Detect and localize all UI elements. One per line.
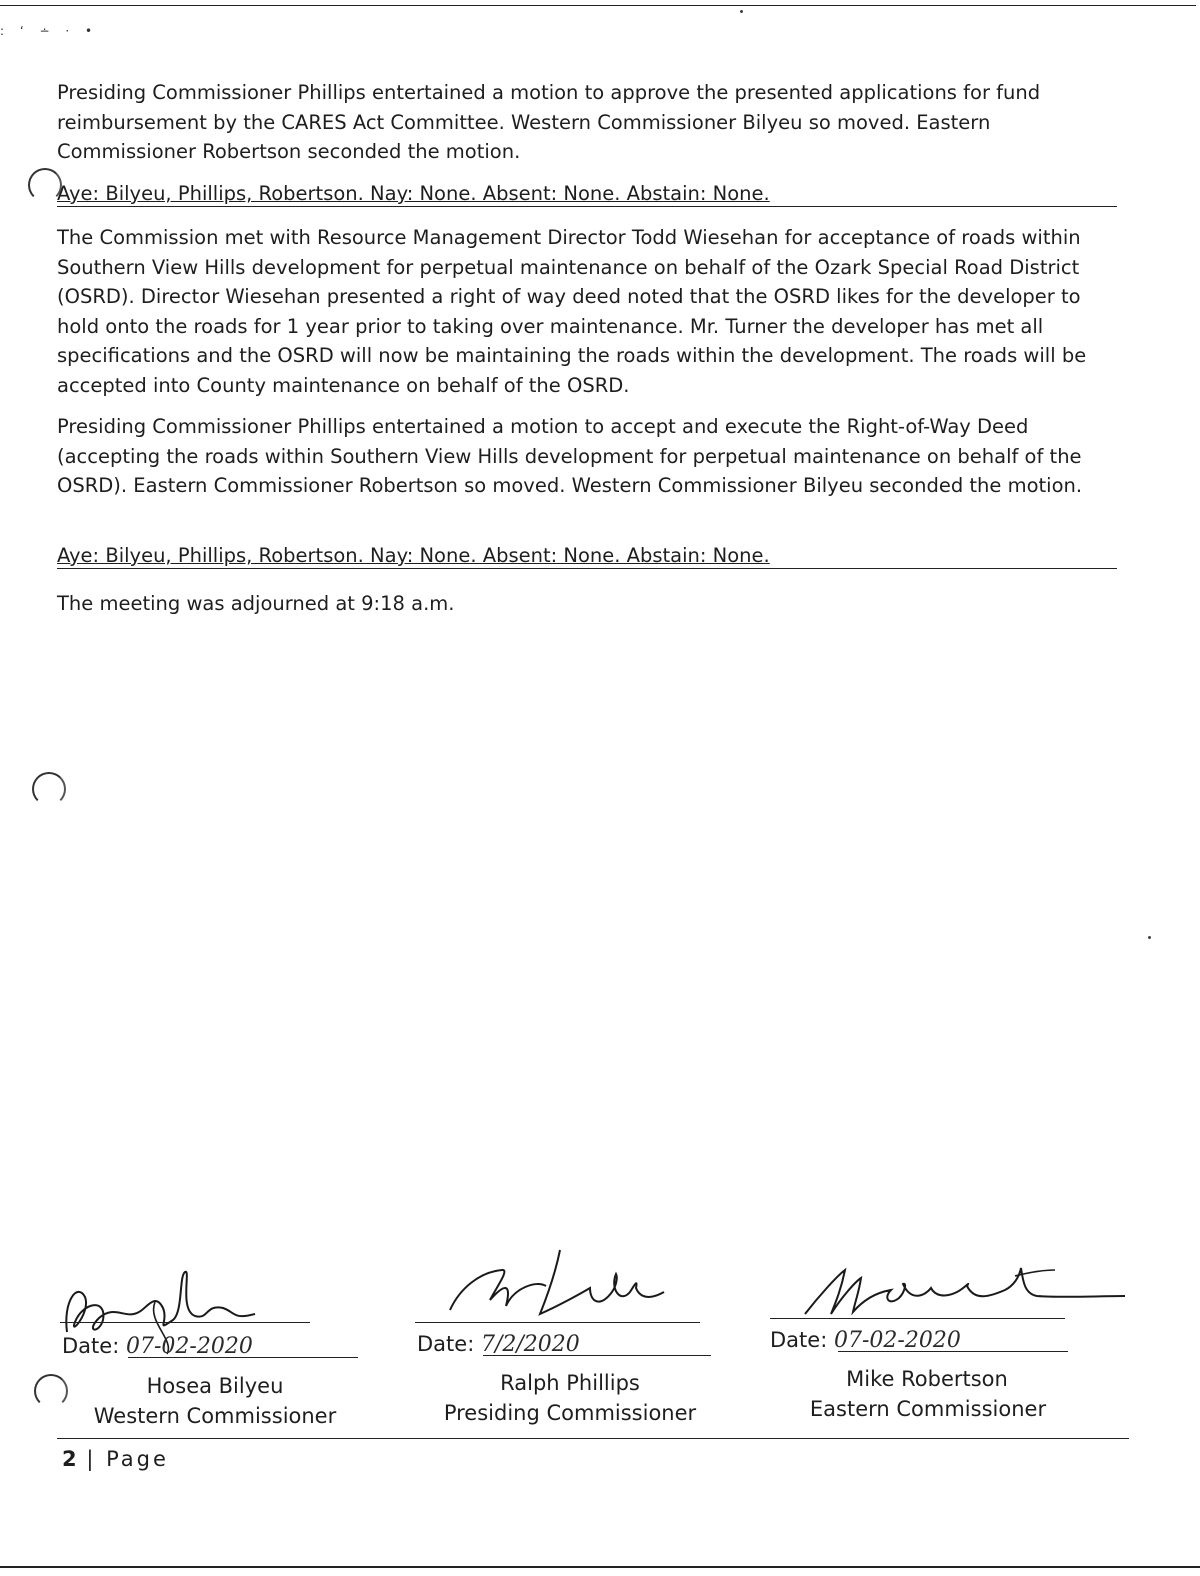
page-number: 2 <box>62 1447 77 1471</box>
vote-record-1 <box>57 183 1117 207</box>
signature-line-robertson <box>770 1318 1065 1319</box>
name-phillips: Ralph Phillips <box>500 1371 640 1395</box>
date-line-robertson <box>838 1351 1068 1352</box>
road-acceptance-paragraph: The Commission met with Resource Management Director Todd Wiesehan for acceptance of roads within Southern View Hills development for perpetual maintenance on behalf of the Ozark Special Road District (OSRD). Director Wiesehan presented a right of way deed noted that the OSRD likes for the developer to hold onto the roads for 1 year prior to taking over maintenance. Mr. Turner the developer has met all specifications and the OSRD will now be maintaining the roads within the development. The roads will be accepted into County maintenance on behalf of the OSRD. <box>57 226 1087 397</box>
scan-specks: : ‘ ∸ · • <box>0 24 99 38</box>
date-bilyeu <box>62 1334 253 1359</box>
footer-rule <box>57 1438 1129 1439</box>
motion-cares-paragraph: Presiding Commissioner Phillips entertained a motion to approve the presented applications for fund reimbursement by the CARES Act Committee. Western Commissioner Bilyeu so moved. Eastern Commissioner Robertson seconded the motion. <box>57 81 1041 163</box>
date-label-robertson: Date: <box>770 1328 828 1352</box>
vote-record-2-text: Aye: Bilyeu, Phillips, Robertson. Nay: None. Absent: None. Abstain: None. <box>57 544 770 567</box>
vote-record-2 <box>57 545 1117 569</box>
date-value-phillips: 7/2/2020 <box>480 1332 580 1357</box>
date-label-phillips: Date: <box>417 1332 475 1356</box>
date-robertson <box>770 1328 961 1353</box>
date-label-bilyeu: Date: <box>62 1334 120 1358</box>
signature-line-bilyeu <box>60 1322 310 1323</box>
punch-hole-middle <box>32 772 66 806</box>
vote-record-1-text: Aye: Bilyeu, Phillips, Robertson. Nay: None. Absent: None. Abstain: None. <box>57 182 770 205</box>
motion-deed-paragraph: Presiding Commissioner Phillips entertained a motion to accept and execute the Right-of-Way Deed (accepting the roads within Southern View Hills development for perpetual maintenance on behalf of the OSRD). Eastern Commissioner Robertson so moved. Western Commissioner Bilyeu seconded the motion. <box>57 415 1083 497</box>
date-line-phillips <box>483 1355 711 1356</box>
scan-speck <box>1148 936 1151 939</box>
date-value-robertson: 07-02-2020 <box>833 1328 961 1353</box>
scan-speck <box>740 10 743 13</box>
page-label: | Page <box>86 1447 169 1471</box>
date-line-bilyeu <box>128 1357 358 1358</box>
signature-line-phillips <box>415 1322 700 1323</box>
date-phillips <box>417 1332 580 1357</box>
title-bilyeu: Western Commissioner <box>93 1404 337 1428</box>
title-phillips: Presiding Commissioner <box>443 1401 697 1425</box>
top-rule <box>0 5 1196 6</box>
signature-robertson <box>775 1262 1135 1322</box>
title-robertson: Eastern Commissioner <box>809 1397 1047 1421</box>
signature-phillips <box>440 1248 680 1328</box>
bottom-edge-rule <box>0 1566 1200 1568</box>
name-robertson: Mike Robertson <box>846 1367 1008 1391</box>
page-footer <box>62 1447 169 1471</box>
adjournment-text: The meeting was adjourned at 9:18 a.m. <box>57 592 455 615</box>
date-value-bilyeu: 07-02-2020 <box>125 1334 253 1359</box>
name-bilyeu: Hosea Bilyeu <box>146 1374 284 1398</box>
punch-hole-bottom <box>34 1374 68 1408</box>
